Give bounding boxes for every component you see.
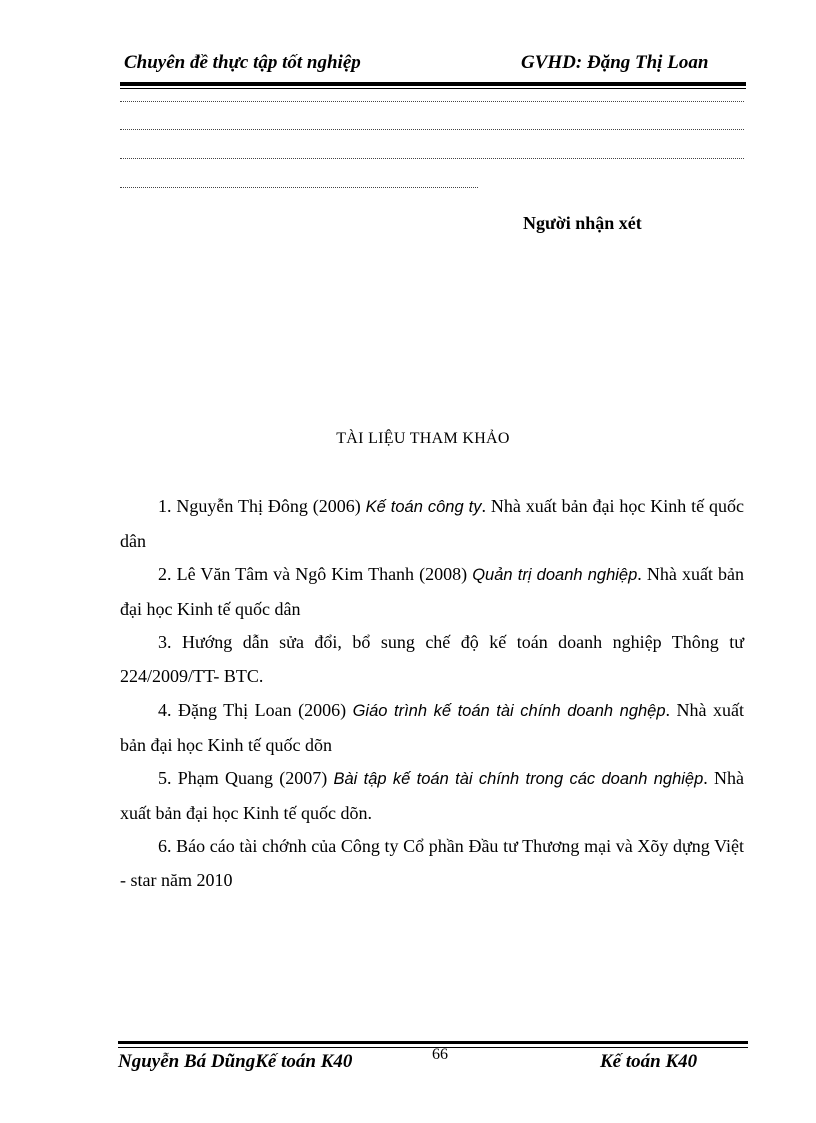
reference-item: 3. Hướng dẫn sửa đổi, bổ sung chế độ kế toán doanh nghiệp Thông tư 224/2009/TT- BTC. bbox=[120, 632, 744, 686]
reference-item: 2. Lê Văn Tâm và Ngô Kim Thanh (2008) Quản trị doanh nghiệp. Nhà xuất bản đại học Kinh tế quốc dân bbox=[120, 564, 745, 619]
footer-rule-thick bbox=[118, 1041, 748, 1044]
header-left-title: Chuyên đề thực tập tốt nghiệp bbox=[124, 52, 361, 73]
reference-item: 5. Phạm Quang (2007) Bài tập kế toán tài chính trong các doanh nghiệp. Nhà xuất bản đại học Kinh tế quốc dõn. bbox=[120, 768, 744, 823]
reviewer-label: Người nhận xét bbox=[523, 213, 642, 233]
reference-item: 4. Đặng Thị Loan (2006) Giáo trình kế toán tài chính doanh nghệp. Nhà xuất bản đại học Kinh tế quốc dõn bbox=[120, 700, 744, 755]
dotted-line bbox=[120, 187, 478, 188]
dotted-line bbox=[120, 158, 744, 159]
footer-course: Kế toán K40 bbox=[600, 1051, 698, 1072]
references-title: TÀI LIỆU THAM KHẢO bbox=[336, 430, 510, 447]
dotted-line bbox=[120, 129, 744, 130]
page-number: 66 bbox=[432, 1046, 448, 1063]
dotted-line bbox=[120, 101, 744, 102]
footer-author: Nguyễn Bá DũngKế toán K40 bbox=[118, 1051, 353, 1072]
reference-item: 6. Báo cáo tài chớnh của Công ty Cổ phần Đầu tư Thương mại và Xõy dựng Việt - star năm 2010 bbox=[120, 836, 744, 890]
header-rule-thin bbox=[120, 88, 746, 89]
references-list bbox=[120, 490, 744, 898]
header-right-advisor: GVHD: Đặng Thị Loan bbox=[521, 52, 709, 73]
header-rule-thick bbox=[120, 82, 746, 86]
reference-item: 1. Nguyễn Thị Đông (2006) Kế toán công ty. Nhà xuất bản đại học Kinh tế quốc dân bbox=[120, 496, 744, 551]
